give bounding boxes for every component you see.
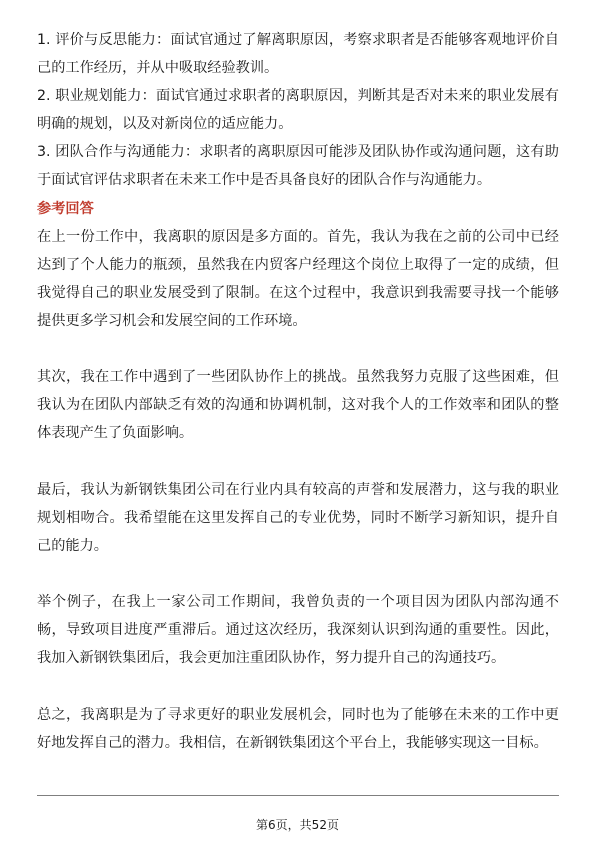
answer-paragraph-4: 举个例子，在我上一家公司工作期间，我曾负责的一个项目因为团队内部沟通不畅，导致项目进度严重滞后。通过这次经历，我深刻认识到沟通的重要性。因此，我加入新钢铁集团后，我会更加注重团队协作，努力提升自己的沟通技巧。 xyxy=(37,594,559,667)
point-item-1: 1. 评价与反思能力：面试官通过了解离职原因，考察求职者是否能够客观地评价自己的工作经历，并从中吸取经验教训。 xyxy=(37,32,559,77)
page-content xyxy=(37,26,559,757)
page-number: 第6页，共52页 xyxy=(256,818,339,832)
point-item-2: 2. 职业规划能力：面试官通过求职者的离职原因，判断其是否对未来的职业发展有明确的规划，以及对新岗位的适应能力。 xyxy=(37,88,559,133)
answer-paragraph-1: 在上一份工作中，我离职的原因是多方面的。首先，我认为我在之前的公司中已经达到了个人能力的瓶颈，虽然我在内贸客户经理这个岗位上取得了一定的成绩，但我觉得自己的职业发展受到了限制。在这个过程中，我意识到我需要寻找一个能够提供更多学习机会和发展空间的工作环境。 xyxy=(37,228,559,329)
answer-heading: 参考回答 xyxy=(37,200,94,217)
answer-paragraph-5: 总之，我离职是为了寻求更好的职业发展机会，同时也为了能够在未来的工作中更好地发挥自己的潜力。我相信，在新钢铁集团这个平台上，我能够实现这一目标。 xyxy=(37,706,559,751)
answer-paragraph-3: 最后，我认为新钢铁集团公司在行业内具有较高的声誉和发展潜力，这与我的职业规划相吻合。我希望能在这里发挥自己的专业优势，同时不断学习新知识，提升自己的能力。 xyxy=(37,481,559,554)
answer-paragraph-2: 其次，我在工作中遇到了一些团队协作上的挑战。虽然我努力克服了这些困难，但我认为在团队内部缺乏有效的沟通和协调机制，这对我个人的工作效率和团队的整体表现产生了负面影响。 xyxy=(37,369,559,442)
footer-divider xyxy=(37,795,559,796)
point-item-3: 3. 团队合作与沟通能力：求职者的离职原因可能涉及团队协作或沟通问题，这有助于面试官评估求职者在未来工作中是否具备良好的团队合作与沟通能力。 xyxy=(37,144,559,189)
